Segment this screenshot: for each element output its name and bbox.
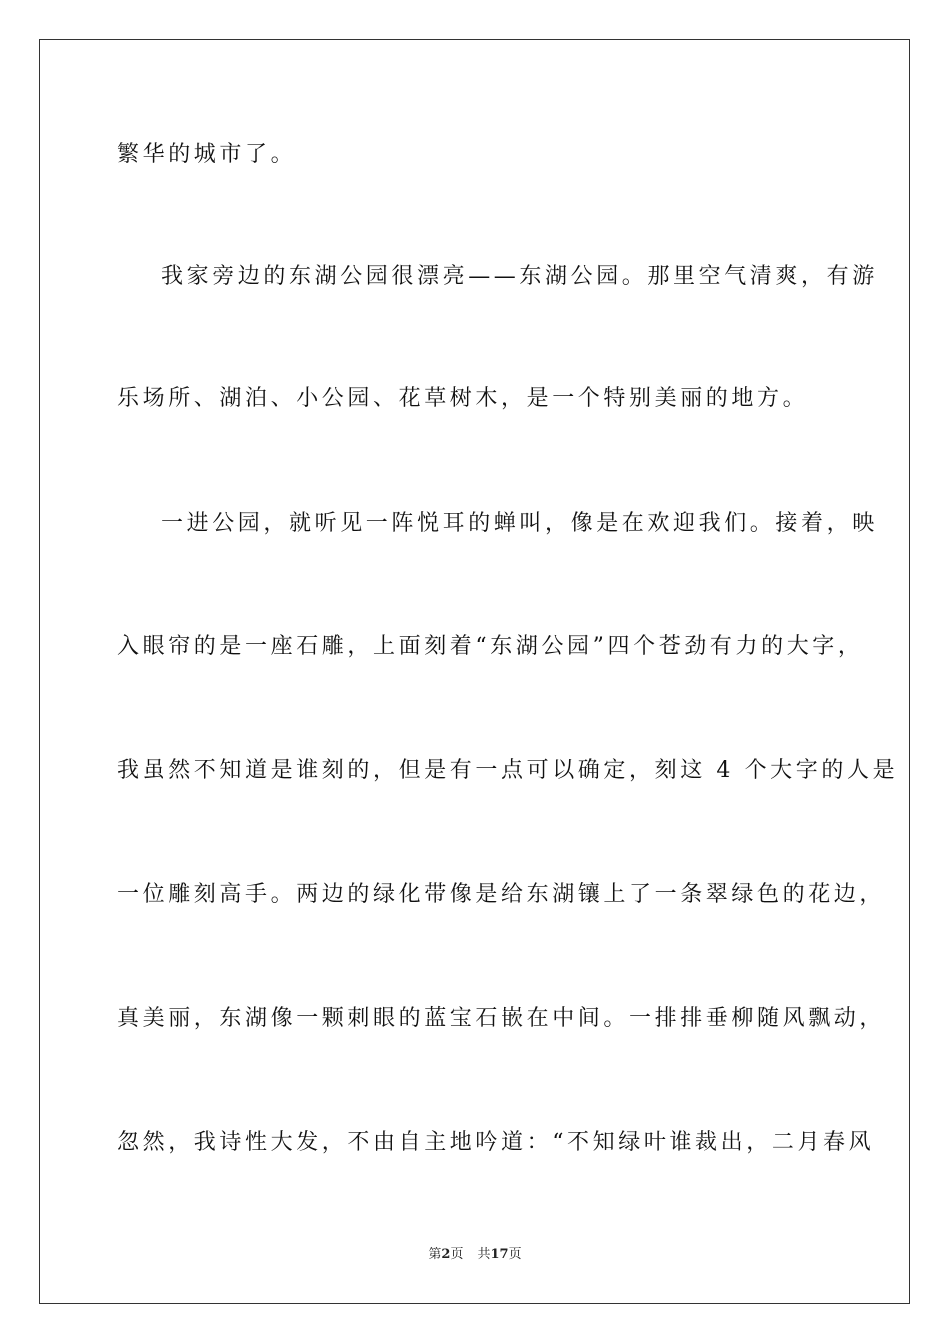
footer-page-prefix: 第 (428, 1247, 442, 1262)
text-line-2: 我家旁边的东湖公园很漂亮——东湖公园。那里空气清爽，有游 (161, 264, 878, 289)
footer-page-suffix: 页 (450, 1247, 464, 1262)
text-line-4: 一进公园，就听见一阵悦耳的蝉叫，像是在欢迎我们。接着，映 (161, 511, 878, 536)
text-line-7: 一位雕刻高手。两边的绿化带像是给东湖镶上了一条翠绿色的花边， (117, 882, 886, 907)
footer-page-number: 2 (441, 1247, 451, 1262)
text-line-6: 我虽然不知道是谁刻的，但是有一点可以确定，刻这 4 个大字的人是 (117, 758, 899, 783)
text-line-8: 真美丽，东湖像一颗刺眼的蓝宝石嵌在中间。一排排垂柳随风飘动， (117, 1006, 886, 1031)
footer-total-suffix: 页 (508, 1247, 522, 1262)
text-line-9: 忽然，我诗性大发，不由自主地吟道：“不知绿叶谁裁出，二月春风 (117, 1130, 875, 1155)
text-line-5: 入眼帘的是一座石雕，上面刻着“东湖公园”四个苍劲有力的大字， (117, 634, 864, 659)
footer-total-prefix: 共 (477, 1247, 491, 1262)
footer-total-pages: 17 (490, 1247, 509, 1262)
page-footer (0, 1246, 950, 1264)
text-line-1: 繁华的城市了。 (117, 142, 297, 167)
text-line-3: 乐场所、湖泊、小公园、花草树木，是一个特别美丽的地方。 (117, 386, 809, 411)
page-frame (39, 39, 910, 1304)
